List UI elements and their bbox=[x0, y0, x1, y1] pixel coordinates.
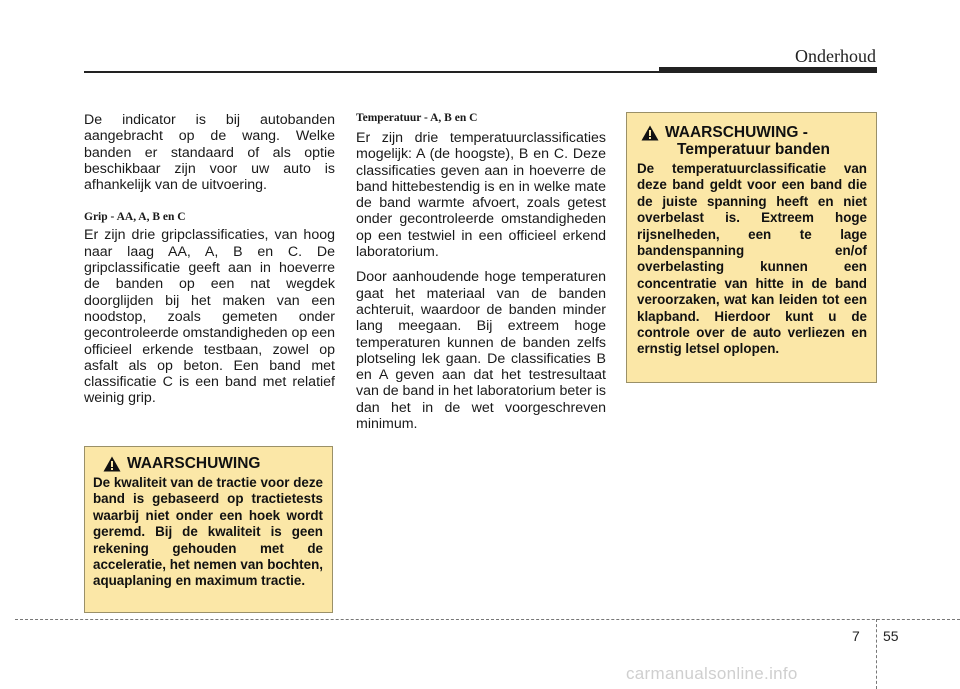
footer-rule bbox=[15, 619, 960, 620]
column-middle bbox=[356, 112, 606, 441]
temperature-paragraph-1: Er zijn drie temperatuurclassificaties mogelijk: A (de hoogste), B en C. Deze classificaties geven aan in hoeverre de band hittebestendig is en in welke mate de band warmte afvoert, zoals getest onder gecontroleerde omstandigheden op een testwiel in een officieel erkend laboratorium. bbox=[356, 130, 606, 261]
column-left bbox=[84, 112, 335, 425]
temperature-heading: Temperatuur - A, B en C bbox=[356, 112, 478, 124]
warning-text: De kwaliteit van de tractie voor deze band is gebaseerd op tractietests waarbij niet onder een hoek wordt geremd. Bij de kwaliteit is geen rekening gehouden met de acceleratie, het nemen van bochten, aquaplaning en maximum tractie. bbox=[93, 475, 323, 589]
warning-triangle-icon bbox=[641, 125, 659, 141]
watermark: carmanualsonline.info bbox=[626, 664, 798, 683]
header-rule-thick bbox=[659, 67, 877, 73]
grip-heading: Grip - AA, A, B en C bbox=[84, 211, 186, 224]
temperature-paragraph-2: Door aanhoudende hoge temperaturen gaat het materiaal van de banden achteruit, waardoor de banden minder lang meegaan. Bij extreem hoge temperaturen kunnen de banden zelfs plotseling lek gaan. De classificaties B en A geven aan dat het testresultaat van de band in het laboratorium beter is dan het in de wet voorgeschreven minimum. bbox=[356, 269, 607, 433]
footer-divider bbox=[876, 619, 877, 689]
warning-header bbox=[103, 455, 323, 472]
warning-title bbox=[665, 124, 830, 158]
intro-paragraph: De indicator is bij autobanden aangebracht op de wang. Welke banden er standaard of als optie beschikbaar zijn voor uw auto is afhankelijk van de uitvoering. bbox=[84, 112, 335, 194]
warning-title: WAARSCHUWING bbox=[127, 455, 261, 472]
page-number: 55 bbox=[883, 628, 899, 644]
chapter-number: 7 bbox=[852, 628, 860, 644]
warning-box-traction bbox=[84, 446, 333, 613]
warning-text: De temperatuurclassificatie van deze band geldt voor een band die de juiste spanning heeft en niet overbelast is. Extreem hoge rijsnelheden, een te lage bandenspanning en/of overbelasting kunnen een concentratie van hitte in de band veroorzaken, wat kan leiden tot een klapband. Hierdoor kunt u de controle over de auto verliezen en ernstig letsel oplopen. bbox=[637, 161, 867, 357]
warning-header bbox=[641, 124, 867, 158]
grip-paragraph: Er zijn drie gripclassificaties, van hoog naar laag AA, A, B en C. De gripclassificatie geeft aan in hoeverre de banden op een nat wegdek doorglijden bij het maken van een noodstop, zoals gemeten onder gecontroleerde omstandigheden op een officieel erkende testbaan, zowel op asfalt als op beton. Een band met classificatie C is een band met relatief weinig grip. bbox=[84, 227, 335, 407]
section-title: Onderhoud bbox=[795, 46, 876, 66]
header-rule bbox=[84, 71, 661, 73]
warning-box-temperature bbox=[626, 112, 877, 383]
warning-title-line2: Temperatuur banden bbox=[677, 141, 831, 158]
warning-title-line1: WAARSCHUWING - bbox=[665, 124, 808, 141]
warning-triangle-icon bbox=[103, 456, 121, 472]
